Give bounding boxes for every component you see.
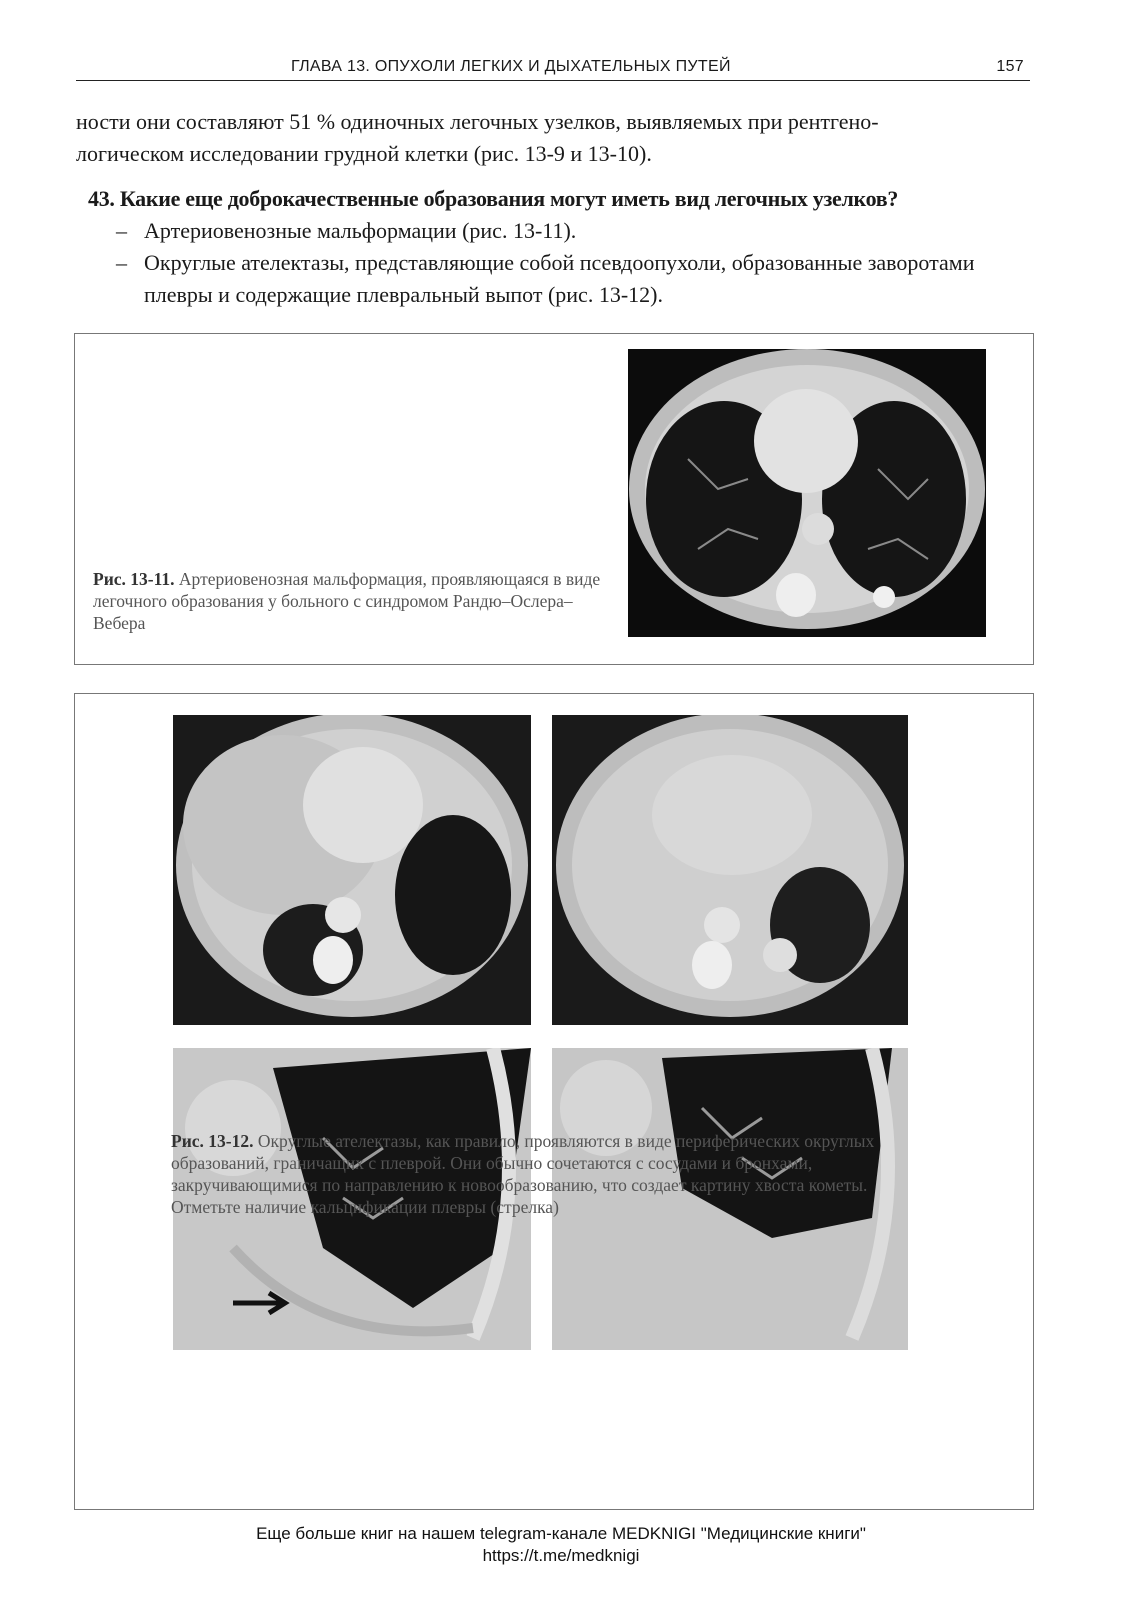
ct-scan-image — [628, 349, 986, 637]
question-number: 43. — [88, 186, 115, 211]
list-item-text: Округлые ателектазы, представляющие собой псевдоопухоли, образованные заворотами плевры и содержащие плевральный выпот (рис. 13-12). — [144, 250, 975, 307]
list-item-text: Артериовенозные мальформации (рис. 13-11). — [144, 218, 577, 243]
chapter-title: ГЛАВА 13. ОПУХОЛИ ЛЕГКИХ И ДЫХАТЕЛЬНЫХ ПУТЕЙ — [291, 58, 731, 75]
figure-13-11 — [74, 333, 1034, 665]
list-item — [116, 215, 1026, 247]
figure-13-12-caption — [171, 1130, 911, 1218]
intro-line-1: ности они составляют 51 % одиночных легочных узелков, выявляемых при рентгено- — [76, 109, 879, 134]
figure-13-11-label: Рис. 13-11. — [93, 569, 175, 589]
ct-scan-image — [173, 715, 531, 1025]
intro-line-2: логическом исследовании грудной клетки (рис. 13-9 и 13-10). — [76, 141, 652, 166]
list-item — [116, 247, 1026, 311]
ct-scan-image — [552, 715, 908, 1025]
figure-13-11-caption — [93, 568, 623, 634]
running-header — [76, 56, 1030, 81]
figure-13-12-label: Рис. 13-12. — [171, 1131, 254, 1151]
answer-list — [116, 215, 1026, 311]
figure-13-12-caption-text: Округлые ателектазы, как правило, проявляются в виде периферических округлых образований, граничащих с плеврой. Они обычно сочетаются с сосудами и бронхами, закручивающимися по направлению к новообразованию, что создает картину хвоста кометы. Отметьте наличие кальцификации плевры (стрелка) — [171, 1131, 875, 1217]
figure-13-11-caption-text: Артериовенозная мальформация, проявляющаяся в виде легочного образования у больного с синдромом Рандю–Ослера–Вебера — [93, 569, 601, 633]
page-number: 157 — [996, 58, 1024, 75]
footer-promo-text: Еще больше книг на нашем telegram-канале MEDKNIGI "Медицинские книги" — [256, 1524, 866, 1543]
question-text: Какие еще доброкачественные образования могут иметь вид легочных узелков? — [119, 186, 899, 211]
intro-paragraph — [76, 106, 1030, 170]
question-heading — [88, 186, 1048, 212]
list-bullet: – — [116, 250, 127, 275]
footer-link[interactable]: https://t.me/medknigi — [482, 1546, 640, 1565]
figure-13-12 — [74, 693, 1034, 1510]
list-bullet: – — [116, 218, 127, 243]
